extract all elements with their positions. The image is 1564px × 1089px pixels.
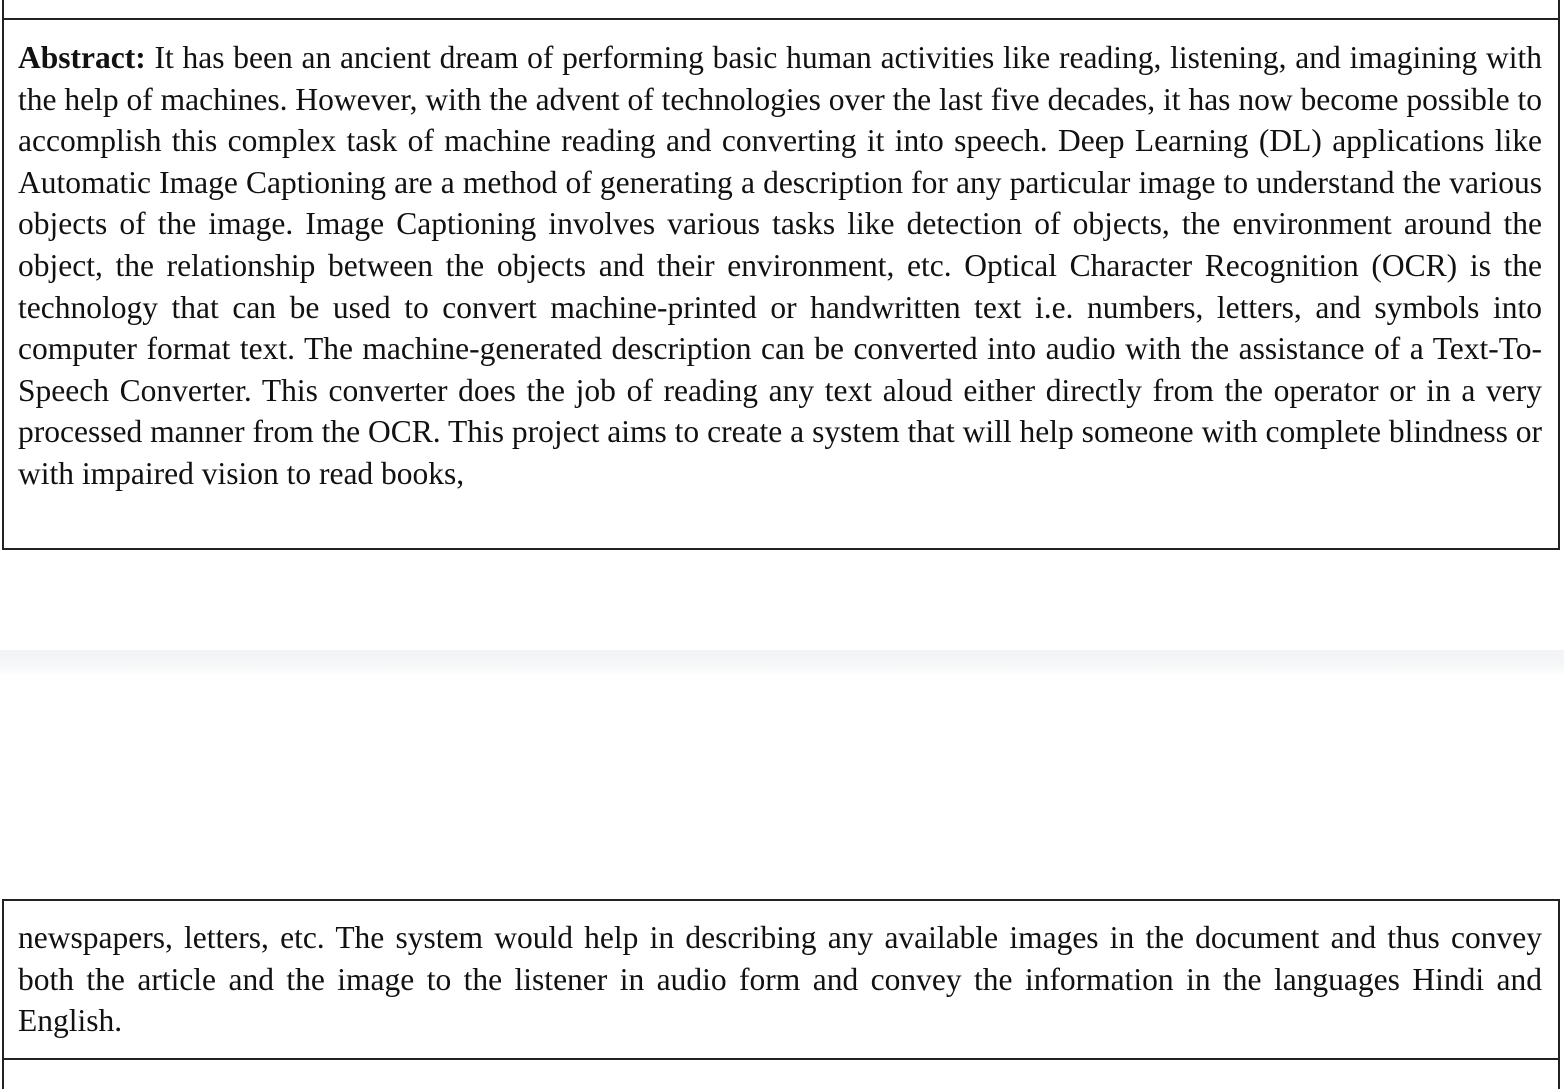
abstract-text-part-1: It has been an ancient dream of performing basic human activities like reading, listening, and imagining with the help of machines. However, with the advent of technologies over the last five decades, it has now become possible to accomplish this complex task of machine reading and converting it into speech. Deep Learning (DL) applications like Automatic Image Captioning are a method of generating a description for any particular image to understand the various objects of the image. Image Captioning involves various tasks like detection of objects, the environment around the object, the relationship between the objects and their environment, etc. Optical Character Recognition (OCR) is the technology that can be used to convert machine-printed or handwritten text i.e. numbers, letters, and symbols into computer format text. The machine-generated description can be converted into audio with the assistance of a Text-To-Speech Converter. This converter does the job of reading any text aloud either directly from the operator or in a very processed manner from the OCR. This project aims to create a system that will help someone with complete blindness or with impaired vision to read books, bbox=[18, 40, 1542, 491]
abstract-text-part-2: newspapers, letters, etc. The system would help in describing any available images in the document and thus convey both the article and the image to the listener in audio form and convey the information in the languages Hindi and English. bbox=[18, 920, 1542, 1039]
box-separator-rule bbox=[4, 1058, 1558, 1060]
abstract-paragraph-part-1 bbox=[18, 37, 1542, 495]
box-bottom-rule bbox=[4, 548, 1558, 550]
page-break-gap bbox=[0, 650, 1564, 676]
box-top-rule bbox=[4, 899, 1558, 901]
box-top-rule bbox=[4, 18, 1558, 20]
abstract-label: Abstract: bbox=[18, 40, 146, 75]
abstract-paragraph-part-2 bbox=[18, 917, 1542, 1042]
